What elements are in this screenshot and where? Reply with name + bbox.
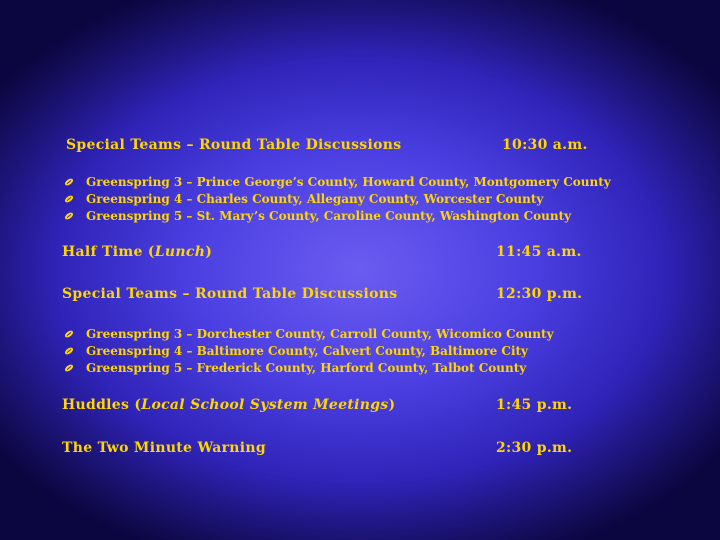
section-time: 11:45 a.m.	[496, 244, 582, 260]
section-title: Special Teams – Round Table Discussions	[66, 137, 402, 153]
section-title: Huddles (Local School System Meetings)	[62, 397, 396, 413]
section-title: The Two Minute Warning	[62, 440, 266, 456]
list-item: Greenspring 4 – Baltimore County, Calvert County, Baltimore City	[86, 344, 529, 358]
football-icon	[64, 363, 74, 373]
football-icon	[64, 329, 74, 339]
football-icon	[64, 177, 74, 187]
list-item: Greenspring 4 – Charles County, Allegany County, Worcester County	[86, 192, 544, 206]
football-icon	[64, 194, 74, 204]
section-time: 10:30 a.m.	[502, 137, 588, 153]
section-title: Special Teams – Round Table Discussions	[62, 286, 398, 302]
section-time: 2:30 p.m.	[496, 440, 573, 456]
section-title: Half Time (Lunch)	[62, 244, 213, 260]
section-time: 1:45 p.m.	[496, 397, 573, 413]
football-icon	[64, 346, 74, 356]
list-item: Greenspring 5 – Frederick County, Harford County, Talbot County	[86, 361, 527, 375]
list-item: Greenspring 3 – Dorchester County, Carroll County, Wicomico County	[86, 327, 554, 341]
list-item: Greenspring 5 – St. Mary’s County, Caroline County, Washington County	[86, 209, 572, 223]
list-item: Greenspring 3 – Prince George’s County, Howard County, Montgomery County	[86, 175, 611, 189]
football-icon	[64, 211, 74, 221]
section-time: 12:30 p.m.	[496, 286, 583, 302]
